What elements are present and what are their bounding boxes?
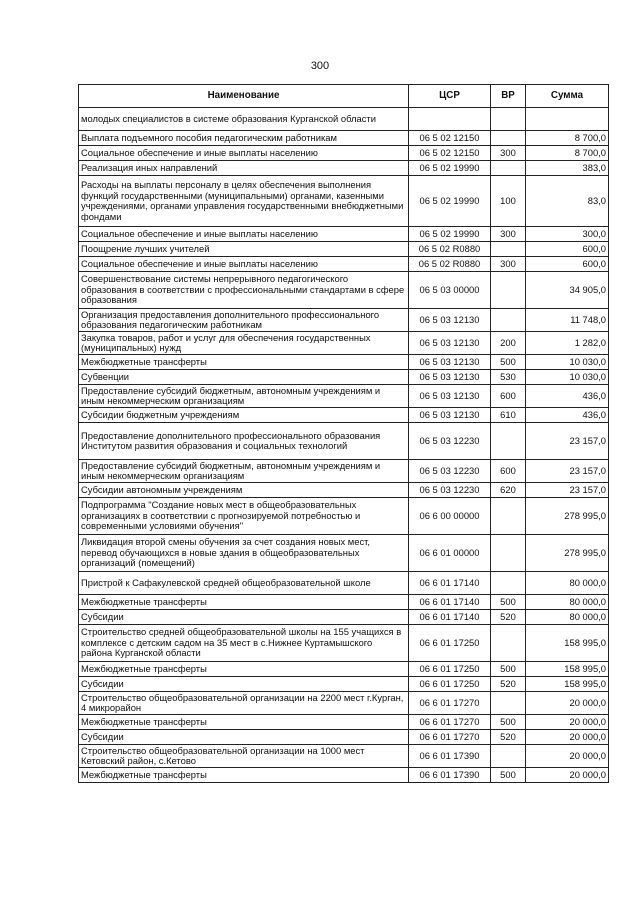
cell-vr: 100	[491, 176, 526, 227]
cell-csr: 06 5 02 R0880	[409, 242, 491, 257]
cell-vr	[491, 535, 526, 572]
table-row	[79, 272, 609, 309]
cell-csr: 06 6 01 17250	[409, 677, 491, 692]
cell-csr: 06 6 00 00000	[409, 498, 491, 535]
table-row	[79, 385, 609, 408]
cell-csr: 06 5 03 12130	[409, 385, 491, 408]
cell-vr	[491, 692, 526, 715]
table-row	[79, 176, 609, 227]
table-row	[79, 625, 609, 662]
cell-vr: 500	[491, 768, 526, 783]
table-row	[79, 692, 609, 715]
cell-sum: 436,0	[526, 385, 609, 408]
table-row	[79, 535, 609, 572]
cell-sum: 80 000,0	[526, 610, 609, 625]
cell-name: Реализация иных направлений	[79, 161, 409, 176]
cell-sum	[526, 108, 609, 131]
cell-csr: 06 5 03 12130	[409, 332, 491, 355]
table-row	[79, 483, 609, 498]
cell-name: Субсидии	[79, 730, 409, 745]
cell-vr	[491, 625, 526, 662]
cell-csr: 06 6 01 17140	[409, 572, 491, 595]
cell-csr: 06 6 01 17140	[409, 595, 491, 610]
cell-sum: 383,0	[526, 161, 609, 176]
cell-name: Ликвидация второй смены обучения за счет создания новых мест, перевод обучающихся в новые здания в общеобразовательных организаций (помещений)	[79, 535, 409, 572]
table-row	[79, 715, 609, 730]
table-body	[79, 108, 609, 783]
cell-vr: 520	[491, 610, 526, 625]
cell-vr: 300	[491, 227, 526, 242]
cell-sum: 20 000,0	[526, 730, 609, 745]
cell-name: Поощрение лучших учителей	[79, 242, 409, 257]
cell-name: Социальное обеспечение и иные выплаты населению	[79, 257, 409, 272]
page-number: 300	[310, 60, 330, 72]
cell-name: молодых специалистов в системе образования Курганской области	[79, 108, 409, 131]
table-header-row	[79, 85, 609, 108]
cell-name: Строительство общеобразовательной организации на 1000 мест Кетовский район, с.Кетово	[79, 745, 409, 768]
cell-sum: 11 748,0	[526, 309, 609, 332]
cell-name: Предоставление субсидий бюджетным, автономным учреждениям и иным некоммерческим организациям	[79, 460, 409, 483]
cell-vr: 500	[491, 715, 526, 730]
cell-csr: 06 5 02 12150	[409, 131, 491, 146]
cell-name: Межбюджетные трансферты	[79, 355, 409, 370]
cell-sum: 8 700,0	[526, 131, 609, 146]
table-row	[79, 662, 609, 677]
cell-sum: 300,0	[526, 227, 609, 242]
cell-sum: 1 282,0	[526, 332, 609, 355]
cell-sum: 23 157,0	[526, 460, 609, 483]
cell-sum: 600,0	[526, 257, 609, 272]
cell-name: Пристрой к Сафакулевской средней общеобразовательной школе	[79, 572, 409, 595]
cell-vr	[491, 309, 526, 332]
cell-sum: 23 157,0	[526, 423, 609, 460]
cell-sum: 23 157,0	[526, 483, 609, 498]
cell-csr: 06 5 03 12130	[409, 309, 491, 332]
cell-name: Субсидии бюджетным учреждениям	[79, 408, 409, 423]
table-row	[79, 242, 609, 257]
cell-vr	[491, 423, 526, 460]
cell-csr: 06 6 01 17390	[409, 745, 491, 768]
cell-sum: 436,0	[526, 408, 609, 423]
cell-name: Совершенствование системы непрерывного педагогического образования в соответствии с профессиональными стандартами в сфере образования	[79, 272, 409, 309]
cell-csr: 06 6 01 17390	[409, 768, 491, 783]
cell-sum: 83,0	[526, 176, 609, 227]
cell-name: Межбюджетные трансферты	[79, 715, 409, 730]
table-row	[79, 423, 609, 460]
cell-vr	[491, 161, 526, 176]
cell-vr: 620	[491, 483, 526, 498]
table-row	[79, 309, 609, 332]
cell-csr	[409, 108, 491, 131]
cell-vr: 520	[491, 677, 526, 692]
cell-vr: 500	[491, 595, 526, 610]
cell-csr: 06 5 02 R0880	[409, 257, 491, 272]
table-row	[79, 498, 609, 535]
cell-name: Субсидии	[79, 677, 409, 692]
cell-csr: 06 6 01 00000	[409, 535, 491, 572]
column-header-csr: ЦСР	[409, 85, 491, 108]
cell-name: Подпрограмма "Создание новых мест в общеобразовательных организациях в соответствии с прогнозируемой потребностью и современными условиями обучения"	[79, 498, 409, 535]
cell-csr: 06 5 03 12230	[409, 483, 491, 498]
cell-sum: 20 000,0	[526, 715, 609, 730]
cell-name: Межбюджетные трансферты	[79, 595, 409, 610]
cell-vr	[491, 498, 526, 535]
cell-csr: 06 5 02 19990	[409, 227, 491, 242]
table-row	[79, 227, 609, 242]
cell-vr: 530	[491, 370, 526, 385]
table-row	[79, 146, 609, 161]
cell-vr	[491, 242, 526, 257]
cell-csr: 06 6 01 17270	[409, 692, 491, 715]
cell-csr: 06 5 02 19990	[409, 176, 491, 227]
cell-sum: 10 030,0	[526, 355, 609, 370]
table-row	[79, 677, 609, 692]
table-row	[79, 161, 609, 176]
column-header-sum: Сумма	[526, 85, 609, 108]
cell-csr: 06 6 01 17270	[409, 715, 491, 730]
cell-name: Выплата подъемного пособия педагогическим работникам	[79, 131, 409, 146]
cell-vr: 500	[491, 355, 526, 370]
cell-csr: 06 5 02 19990	[409, 161, 491, 176]
cell-csr: 06 5 03 12130	[409, 408, 491, 423]
table-row	[79, 460, 609, 483]
cell-sum: 158 995,0	[526, 625, 609, 662]
cell-vr: 300	[491, 257, 526, 272]
cell-sum: 278 995,0	[526, 535, 609, 572]
table-row	[79, 408, 609, 423]
cell-name: Субсидии	[79, 610, 409, 625]
cell-csr: 06 6 01 17270	[409, 730, 491, 745]
cell-name: Предоставление дополнительного профессионального образования Институтом развития образования и социальных технологий	[79, 423, 409, 460]
cell-vr: 520	[491, 730, 526, 745]
cell-sum: 10 030,0	[526, 370, 609, 385]
cell-csr: 06 5 02 12150	[409, 146, 491, 161]
cell-vr: 600	[491, 385, 526, 408]
cell-vr	[491, 108, 526, 131]
cell-name: Предоставление субсидий бюджетным, автономным учреждениям и иным некоммерческим организациям	[79, 385, 409, 408]
cell-sum: 278 995,0	[526, 498, 609, 535]
cell-csr: 06 5 03 00000	[409, 272, 491, 309]
cell-name: Субсидии автономным учреждениям	[79, 483, 409, 498]
table-row	[79, 108, 609, 131]
cell-sum: 34 905,0	[526, 272, 609, 309]
cell-csr: 06 5 03 12230	[409, 423, 491, 460]
cell-sum: 8 700,0	[526, 146, 609, 161]
column-header-vr: ВР	[491, 85, 526, 108]
table-row	[79, 595, 609, 610]
cell-name: Строительство средней общеобразовательной школы на 155 учащихся в комплексе с детским садом на 35 мест в с.Нижнее Куртамышского района Курганской области	[79, 625, 409, 662]
table-row	[79, 370, 609, 385]
cell-vr	[491, 745, 526, 768]
cell-csr: 06 6 01 17140	[409, 610, 491, 625]
cell-vr: 600	[491, 460, 526, 483]
table-row	[79, 355, 609, 370]
cell-csr: 06 5 03 12130	[409, 355, 491, 370]
cell-vr	[491, 572, 526, 595]
cell-vr: 610	[491, 408, 526, 423]
cell-csr: 06 5 03 12230	[409, 460, 491, 483]
cell-sum: 158 995,0	[526, 677, 609, 692]
cell-vr: 300	[491, 146, 526, 161]
cell-sum: 80 000,0	[526, 595, 609, 610]
cell-name: Межбюджетные трансферты	[79, 768, 409, 783]
cell-name: Строительство общеобразовательной организации на 2200 мест г.Курган, 4 микрорайон	[79, 692, 409, 715]
cell-vr	[491, 131, 526, 146]
table-row	[79, 572, 609, 595]
table-row	[79, 131, 609, 146]
cell-name: Субвенции	[79, 370, 409, 385]
cell-name: Социальное обеспечение и иные выплаты населению	[79, 146, 409, 161]
cell-sum: 20 000,0	[526, 692, 609, 715]
table-row	[79, 768, 609, 783]
cell-csr: 06 6 01 17250	[409, 625, 491, 662]
column-header-name: Наименование	[79, 85, 409, 108]
table-row	[79, 257, 609, 272]
table-row	[79, 610, 609, 625]
cell-name: Закупка товаров, работ и услуг для обеспечения государственных (муниципальных) нужд	[79, 332, 409, 355]
cell-name: Межбюджетные трансферты	[79, 662, 409, 677]
cell-sum: 158 995,0	[526, 662, 609, 677]
cell-name: Расходы на выплаты персоналу в целях обеспечения выполнения функций государственными (муниципальными) органами, казенными учреждениями, органами управления государственными внебюджетными фондами	[79, 176, 409, 227]
budget-table	[78, 84, 609, 783]
cell-vr: 200	[491, 332, 526, 355]
cell-vr	[491, 272, 526, 309]
cell-sum: 20 000,0	[526, 768, 609, 783]
cell-vr: 500	[491, 662, 526, 677]
cell-sum: 600,0	[526, 242, 609, 257]
table-row	[79, 332, 609, 355]
cell-csr: 06 5 03 12130	[409, 370, 491, 385]
table-row	[79, 745, 609, 768]
cell-sum: 80 000,0	[526, 572, 609, 595]
cell-csr: 06 6 01 17250	[409, 662, 491, 677]
cell-name: Организация предоставления дополнительного профессионального образования педагогическим работникам	[79, 309, 409, 332]
table-row	[79, 730, 609, 745]
cell-name: Социальное обеспечение и иные выплаты населению	[79, 227, 409, 242]
cell-sum: 20 000,0	[526, 745, 609, 768]
